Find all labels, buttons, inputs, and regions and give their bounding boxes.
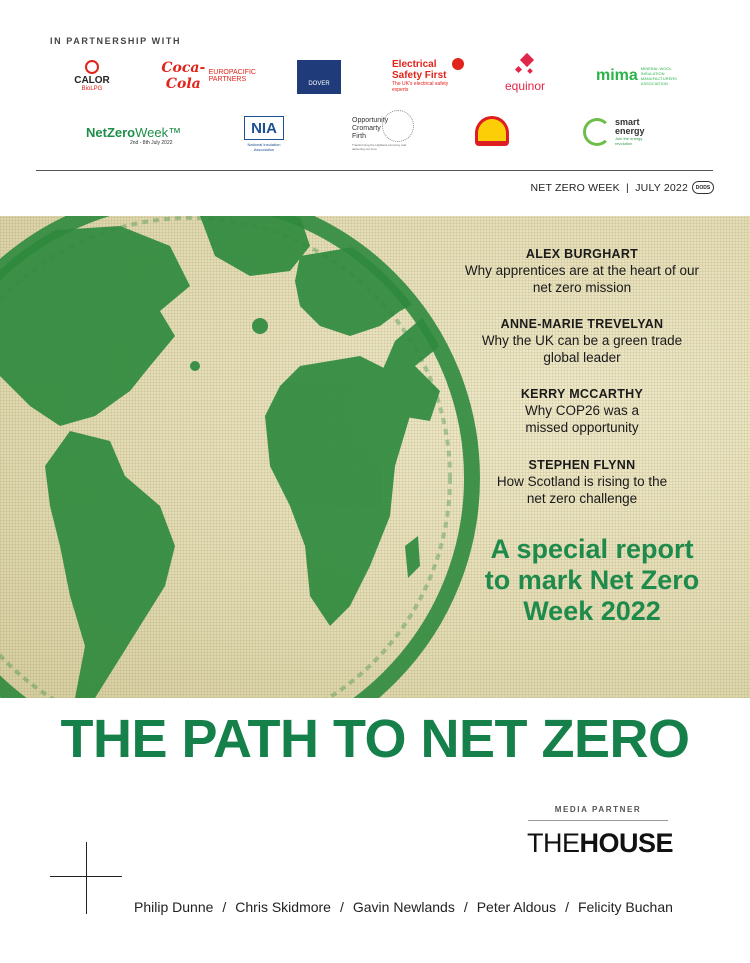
contributor-name: Peter Aldous (476, 899, 557, 915)
shell-logo (472, 112, 512, 150)
contributor-name: Felicity Buchan (577, 899, 673, 915)
coca-cola-sub: EUROPACIFIC PARTNERS (208, 69, 256, 83)
media-partner-label: MEDIA PARTNER (554, 805, 642, 814)
the-house-logo: THEHOUSE (527, 828, 674, 858)
mima-name: mima (596, 67, 638, 84)
calor-sub: BioLPG (81, 85, 103, 92)
article-headline: Why apprentices are at the heart of our net zero mission (464, 263, 700, 295)
issue-line: NET ZERO WEEK | JULY 2022 (530, 182, 688, 194)
article-teaser (462, 386, 702, 436)
ocf-name: Opportunity Cromarty Firth (352, 117, 389, 140)
smart-energy-name: smart energy (615, 117, 645, 136)
coca-cola-logo (160, 60, 260, 92)
header-divider (36, 170, 713, 171)
article-author: ALEX BURGHART (525, 247, 639, 261)
crosshair-mark (50, 876, 122, 877)
mima-logo (596, 64, 686, 88)
crosshair-mark (86, 842, 87, 914)
contributors-list (134, 899, 673, 915)
equinor-logo (495, 50, 555, 98)
dods-badge: DODS (692, 181, 714, 194)
mima-sub: MINERAL WOOL INSULATION MANUFACTURERS ASSOCIATION (640, 66, 677, 86)
article-author: ANNE-MARIE TREVELYAN (500, 317, 664, 331)
article-teaser (462, 316, 702, 366)
smart-energy-sub: Join the energy revolution (615, 136, 643, 146)
contributor-name: Gavin Newlands (352, 899, 455, 915)
electrical-safety-first-logo (392, 56, 464, 96)
calor-ring-icon (85, 60, 99, 74)
nia-sub: National Insulation Association (247, 142, 281, 152)
smart-energy-ring-icon (583, 118, 611, 146)
net-zero-week-logo (86, 118, 186, 152)
equinor-star-icon (516, 55, 534, 77)
media-partner-rule (528, 820, 668, 821)
partnership-label: IN PARTNERSHIP WITH (50, 36, 182, 46)
nzw-dates: 2nd - 8th July 2022 (130, 139, 173, 146)
hero-globe-image (0, 216, 750, 698)
contributor-name: Philip Dunne (134, 899, 214, 915)
smart-energy-logo (583, 112, 673, 152)
dover-name: DOVER (308, 81, 330, 87)
article-headline: Why COP26 was a missed opportunity (524, 403, 640, 435)
nia-logo (240, 116, 288, 152)
article-author: STEPHEN FLYNN (528, 458, 636, 472)
nia-mark: NIA (244, 116, 284, 140)
calor-logo (62, 56, 122, 96)
shell-pecten-icon (475, 116, 509, 146)
separator: / (339, 899, 344, 915)
article-headline: How Scotland is rising to the net zero challenge (496, 474, 668, 506)
esf-sub: The UK's electrical safety experts (392, 81, 449, 93)
dover-logo (297, 60, 341, 94)
separator: / (463, 899, 468, 915)
separator: / (222, 899, 227, 915)
special-report-tagline: A special report to mark Net Zero Week 2022 (484, 534, 700, 626)
contributor-name: Chris Skidmore (235, 899, 331, 915)
article-headline: Why the UK can be a green trade global leader (481, 333, 683, 365)
opportunity-cromarty-firth-logo (352, 110, 414, 158)
separator: / (565, 899, 569, 915)
esf-plug-icon (452, 58, 464, 70)
article-author: KERRY MCCARTHY (520, 387, 644, 401)
article-teaser (462, 457, 702, 507)
ocf-circle-icon (382, 110, 414, 142)
main-title: THE PATH TO NET ZERO (60, 709, 690, 769)
equinor-name: equinor (504, 79, 546, 93)
ocf-sub: Transforming the Highland economy and delivering net zero (352, 143, 407, 151)
calor-name: CALOR (74, 74, 110, 86)
coca-cola-name: Coca-Cola (161, 60, 206, 92)
esf-name: Electrical Safety First (392, 59, 447, 81)
article-teaser (462, 246, 702, 296)
nzw-name: NetZeroWeek™ (86, 124, 182, 140)
